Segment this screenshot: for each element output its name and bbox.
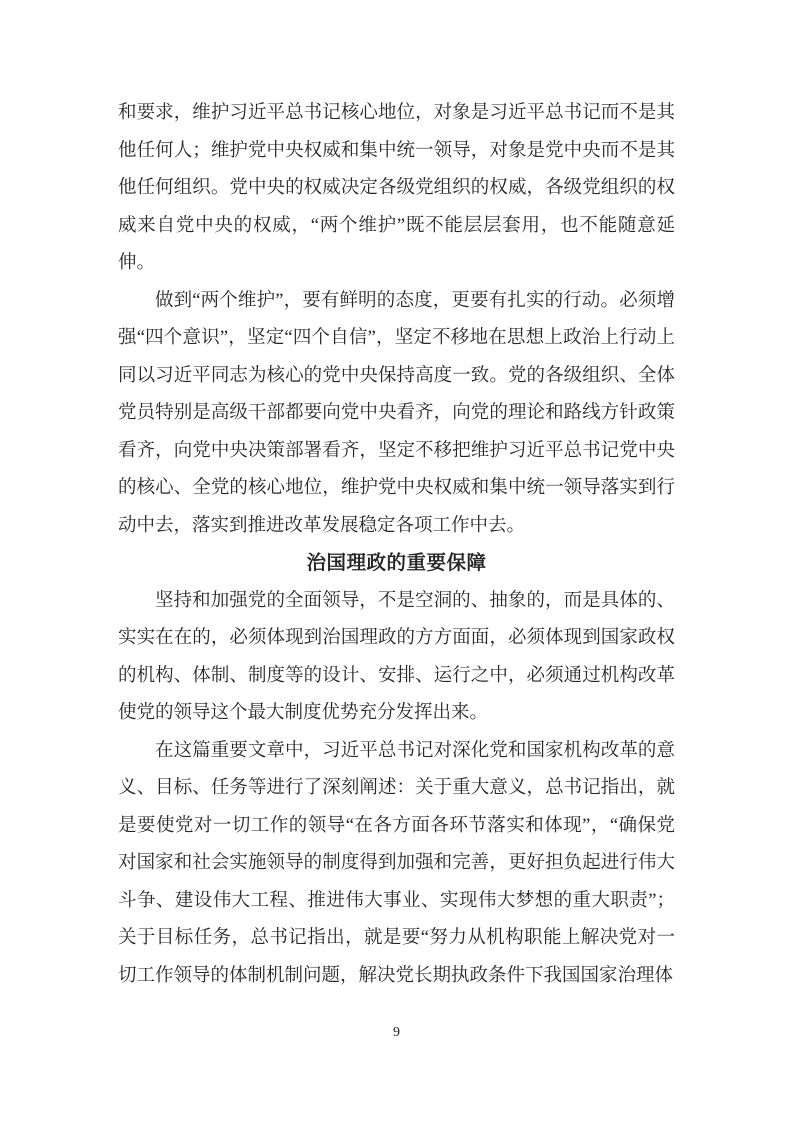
body-paragraph: 在这篇重要文章中，习近平总书记对深化党和国家机构改革的意义、目标、任务等进行了深刻阐述：关于重大意义，总书记指出，就是要使党对一切工作的领导“在各方面各环节落实和体现”，“确保党对国家和社会实施领导的制度得到加强和完善，更好担负起进行伟大斗争、建设伟大工程、推进伟大事业、实现伟大梦想的重大职责”；关于目标任务，总书记指出，就是要“努力从机构职能上解决党对一切工作领导的体制机制问题，解决党长期执政条件下我国国家治理体 — [118, 740, 675, 986]
body-paragraph: 和要求，维护习近平总书记核心地位，对象是习近平总书记而不是其他任何人；维护党中央权威和集中统一领导，对象是党中央而不是其他任何组织。党中央的权威决定各级党组织的权威，各级党组织的权威来自党中央的权威，“两个维护”既不能层层套用，也不能随意延伸。 — [118, 103, 675, 273]
body-paragraph: 做到“两个维护”，要有鲜明的态度，更要有扎实的行动。必须增强“四个意识”，坚定“四个自信”，坚定不移地在思想上政治上行动上同以习近平同志为核心的党中央保持高度一致。党的各级组织、全体党员特别是高级干部都要向党中央看齐，向党的理论和路线方针政策看齐，向党中央决策部署看齐，坚定不移把维护习近平总书记党中央的核心、全党的核心地位，维护党中央权威和集中统一领导落实到行动中去，落实到推进改革发展稳定各项工作中去。 — [118, 290, 675, 536]
page-content — [118, 95, 675, 995]
body-paragraph: 坚持和加强党的全面领导，不是空洞的、抽象的，而是具体的、实实在在的，必须体现到治国理政的方方面面，必须体现到国家政权的机构、体制、制度等的设计、安排、运行之中，必须通过机构改革使党的领导这个最大制度优势充分发挥出来。 — [118, 590, 675, 723]
page-number: 9 — [393, 1025, 400, 1040]
section-heading: 治国理政的重要保障 — [306, 553, 487, 574]
